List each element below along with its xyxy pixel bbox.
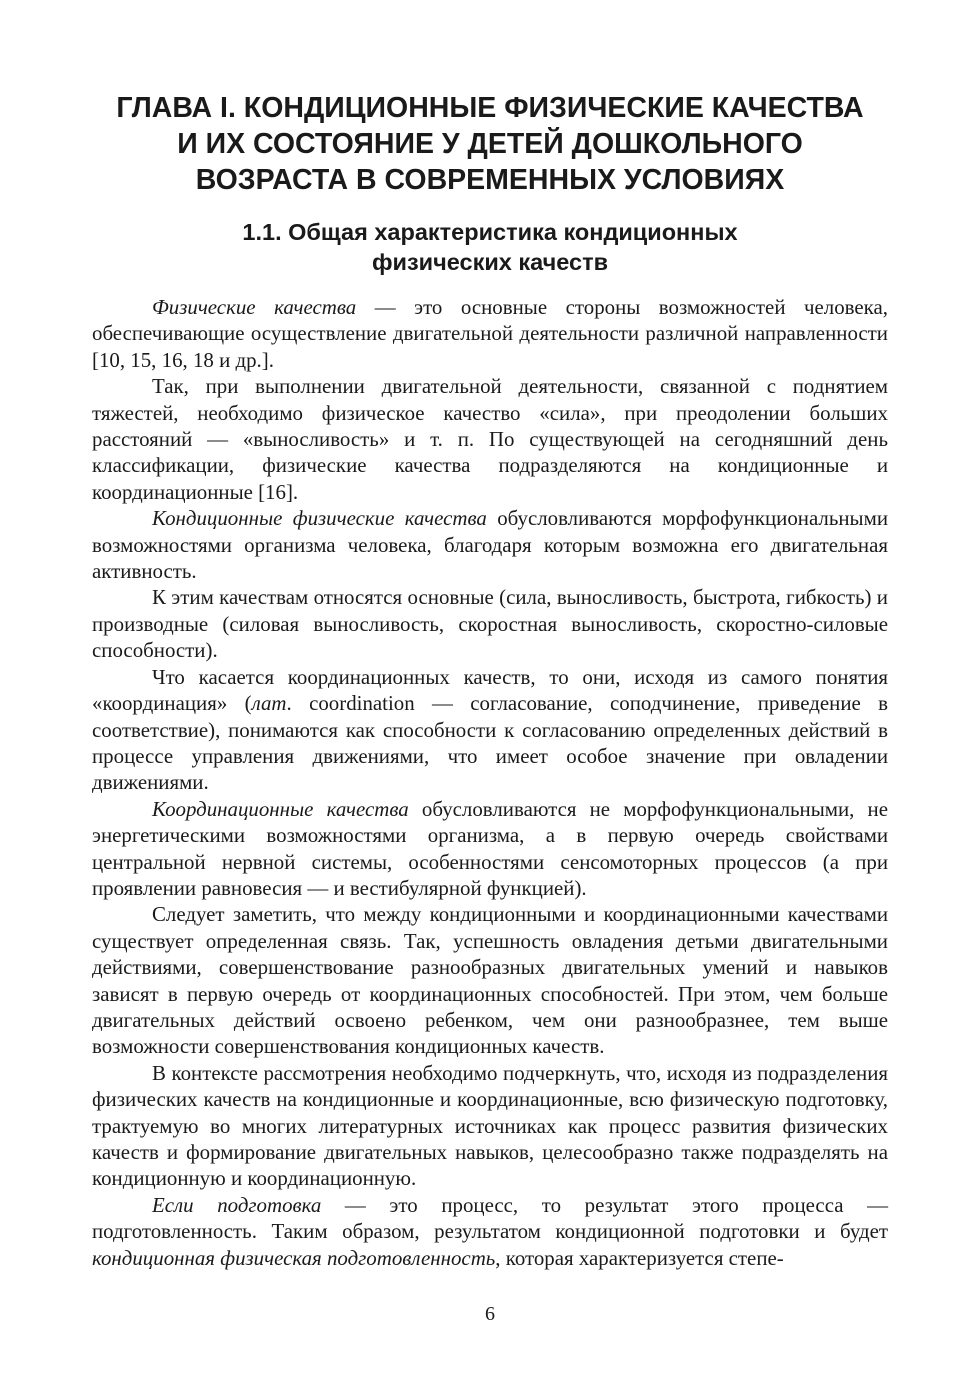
paragraph: [92, 796, 888, 902]
italic-term: Если подготовка: [152, 1192, 322, 1217]
chapter-title-line: И ИХ СОСТОЯНИЕ У ДЕТЕЙ ДОШКОЛЬНОГО: [177, 128, 803, 160]
paragraph: [92, 1192, 888, 1271]
italic-abbr: лат: [251, 691, 287, 716]
paragraph: [92, 505, 888, 584]
paragraph: В контексте рассмотрения необходимо подчеркнуть, что, исходя из подразделения физических качеств на кондиционные и координационные, всю физическую подготовку, трактуемую во многих литературных источниках как процесс развития физических качеств и формирование двигательных навыков, целесообразно также подразделять на кондиционную и координационную.: [92, 1060, 888, 1191]
paragraph: [92, 664, 888, 796]
paragraph-text: обусловливаются морфофункциональными возможностями организма человека, благодаря которым возможна его двигательная активность.: [92, 506, 888, 584]
body-text: [92, 294, 888, 1271]
paragraph: Так, при выполнении двигательной деятельности, связанной с поднятием тяжестей, необходимо физическое качество «сила», при преодолении больших расстояний — «выносливость» и т. п. По существующей на сегодняшний день классификации, физические качества подразделяются на кондиционные и координационные [16].: [92, 374, 888, 504]
italic-term: Координационные качества: [152, 796, 409, 821]
paragraph: Следует заметить, что между кондиционными и координационными качествами существует определенная связь. Так, успешность овладения детьми двигательными действиями, совершенствование разнообразных двигательных умений и навыков зависят в первую очередь от координационных способностей. При этом, чем больше двигательных действий освоено ребенком, чем они разнообразнее, тем выше возможности совершенствования кондиционных качеств.: [92, 902, 888, 1059]
paragraph-text: — это процесс, то результат этого процесса — подготовленность. Таким образом, результатом кондиционной подготовки и будет: [92, 1192, 889, 1244]
section-title-line: физических качеств: [371, 249, 609, 275]
paragraph-text: . coordination — согласование, соподчинение, приведение в соответствие), понимаются как способности к согласованию определенных действий в процессе управления движениями, что имеет особое значение при овладении движениями.: [92, 691, 888, 795]
paragraph: [92, 294, 888, 373]
chapter-title-line: ВОЗРАСТА В СОВРЕМЕННЫХ УСЛОВИЯХ: [195, 164, 785, 196]
italic-term: Физические качества: [152, 295, 357, 319]
paragraph-text: обусловливаются не морфофункциональными, не энергетическими возможностями организма, а в первую очередь свойствами центральной нервной системы, особенностями сенсомоторных процессов (а при проявлении равновесия — и вестибулярной функцией).: [92, 796, 888, 900]
page-number: 6: [485, 1303, 495, 1325]
section-title-line: 1.1. Общая характеристика кондиционных: [242, 219, 738, 245]
paragraph-text: — это основные стороны возможностей человека, обеспечивающие осуществление двигательной деятельности различной направленности [10, 15, 16, 18 и др.].: [92, 295, 889, 372]
section-title: [120, 217, 860, 277]
chapter-title-line: ГЛАВА I. КОНДИЦИОННЫЕ ФИЗИЧЕСКИЕ КАЧЕСТВА: [116, 92, 864, 124]
paragraph-text: , которая характеризуется степе-: [495, 1245, 784, 1270]
paragraph-text: Что касается координационных качеств, то они, исходя из самого понятия «координация» (: [92, 664, 888, 716]
italic-term: Кондиционные физические качества: [152, 506, 487, 531]
chapter-title: [60, 90, 920, 198]
italic-term: кондиционная физическая подготовленность: [92, 1245, 496, 1270]
paragraph: К этим качествам относятся основные (сила, выносливость, быстрота, гибкость) и производные (силовая выносливость, скоростная выносливость, скоростно-силовые способности).: [92, 585, 888, 663]
